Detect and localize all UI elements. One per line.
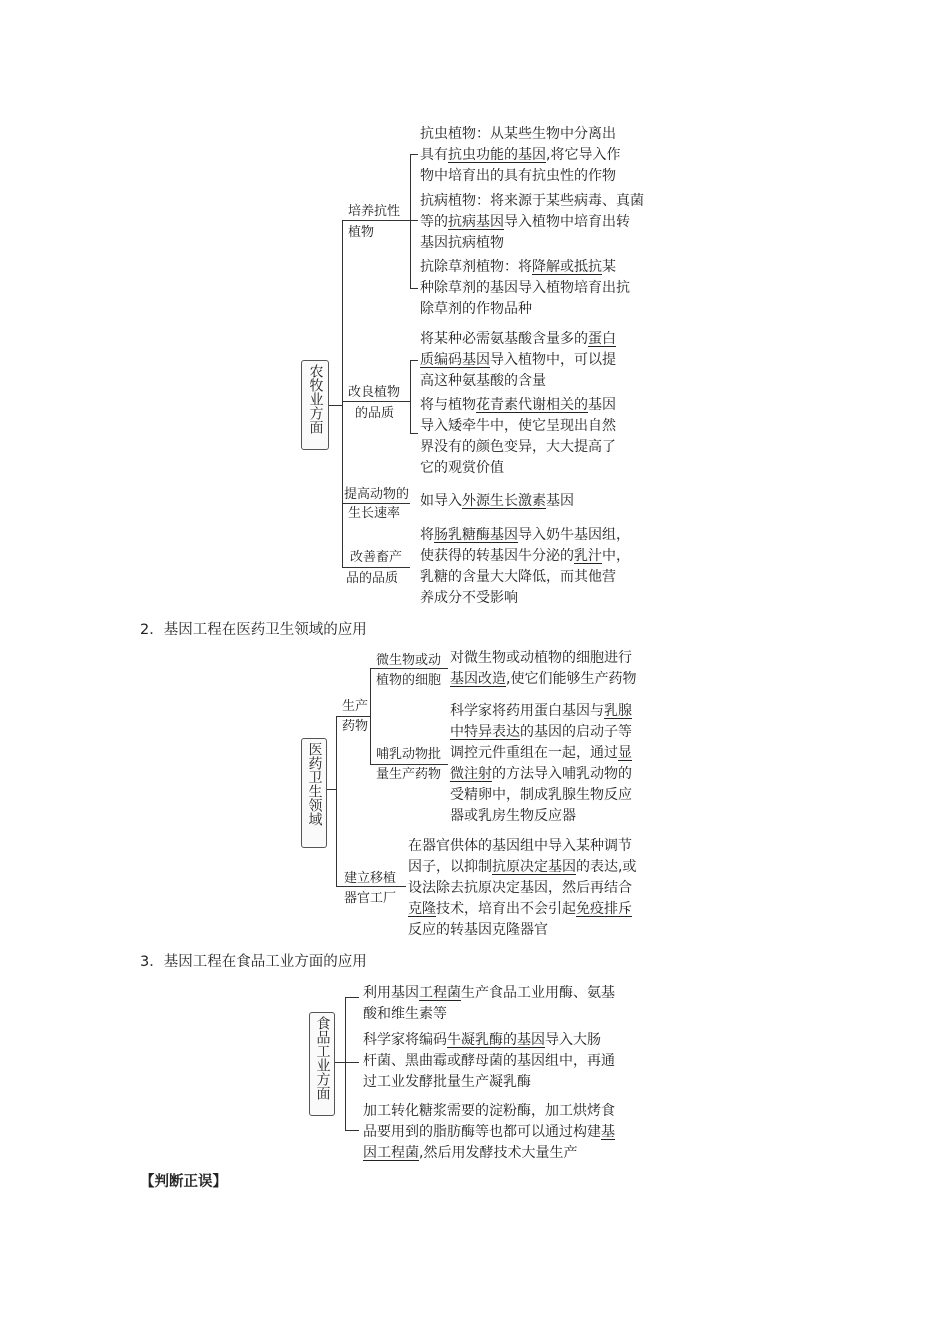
section-heading-3: 3．基因工程在食品工业方面的应用 [140,954,367,970]
underlined-term: 基因改造 [450,671,506,687]
text: 基因 [546,493,574,509]
agri-b2-tick-1 [410,360,418,361]
agri-b3-line-1 [420,491,574,512]
med-m3-label-1: 建立移植 [344,871,397,886]
underlined-term: 乳汁 [574,548,602,564]
food-f2-line-3: 过工业发酵批量生产凝乳酶 [363,1074,531,1090]
agri-root-box [301,360,329,450]
food-f3-line-1: 加工转化糖浆需要的淀粉酶，加工烘烤食 [363,1103,615,1119]
text: 利用基因 [363,985,419,1001]
med-m2-label-1: 哺乳动物批 [376,747,442,762]
med-m2-line-6: 器或乳房生物反应器 [450,808,576,824]
text: 抗虫植物：从某些生物中分离出 [420,126,616,142]
text: 导入大肠 [545,1032,601,1048]
underlined-term: 微注射 [450,766,492,782]
underlined-term: 蛋白 [588,331,616,347]
text: 具有 [420,147,448,163]
agri-b2-tick-2 [410,433,418,434]
text: ,使它们能够生产药物 [506,671,637,687]
food-tick-2 [345,1062,359,1063]
agri-b1-bracket [410,154,411,288]
med-m1-label-1: 微生物或动 [376,653,442,668]
text: 如导入 [420,493,462,509]
agri-b4-line-3: 乳糖的含量大大降低，而其他营 [420,569,616,585]
med-m3-line-1: 在器官供体的基因组中导入某种调节 [408,838,632,854]
med-root-box [301,738,327,848]
text: 科学家将编码 [363,1032,447,1048]
med-m2-line-2 [450,722,632,743]
food-f2-line-2: 杆菌、黑曲霉或酵母菌的基因组中，再通 [363,1053,615,1069]
med-prod-label-1: 生产 [342,699,369,714]
agri-b1-line-3: 物中培育出的具有抗虫性的作物 [420,168,616,184]
text: 因子，以抑制 [408,859,492,875]
med-m1-line-2 [450,669,636,690]
agri-b2-line-2 [420,350,616,371]
text: 使获得的转基因牛分泌的 [420,548,574,564]
food-tick-3 [345,1130,359,1131]
agri-b4-line-1 [420,525,630,546]
agri-b1-line-8: 种除草剂的基因导入植物培育出抗 [420,280,630,296]
text: 的基因的启动子等 [520,724,632,740]
underlined-term: 基 [601,1124,615,1140]
med-m3-line-2 [408,857,636,878]
underlined-term: 因工程菌 [363,1145,419,1161]
underlined-term: 显 [618,745,632,761]
text: 的方法导入哺乳动物的 [492,766,632,782]
underlined-term: 花青素代谢相关的 [476,397,588,413]
agri-b2-bracket [410,360,411,433]
text: ,然后用发酵技术大量生产 [419,1145,578,1161]
text: 等的 [420,214,448,230]
med-m2-line-5: 受精卵中，制成乳腺生物反应 [450,787,632,803]
agri-b1-line-1 [420,124,616,145]
med-m3-line-5: 反应的转基因克隆器官 [408,922,548,938]
food-connector [335,1062,345,1063]
text: 调控元件重组在一起，通过 [450,745,618,761]
med-m3-line-4 [408,899,632,920]
med-connector [327,789,336,790]
agri-b2-line-5: 导入矮牵牛中，使它呈现出自然 [420,418,616,434]
med-m1-label-2: 植物的细胞 [376,673,442,688]
food-bracket [345,997,346,1130]
underlined-term: 抗原决定基因 [492,859,576,875]
agri-b2-line-7: 它的观赏价值 [420,460,504,476]
agri-b1-label-1: 培养抗性 [348,204,401,219]
text: 生产食品工业用酶、氨基 [461,985,615,1001]
underlined-term: 外源生长激素 [462,493,546,509]
agri-b2-line-1 [420,329,616,350]
agri-b1-line-7 [420,257,616,278]
food-f3-line-2 [363,1122,615,1143]
food-f1-line-1 [363,983,615,1004]
agri-b2-line-3: 高这种氨基酸的含量 [420,373,546,389]
med-prod-bracket [370,668,371,764]
food-root-label: 食品工业方面 [314,1016,331,1100]
agri-b1-line-5 [420,212,630,233]
text: 科学家将药用蛋白基因与 [450,703,604,719]
agri-b4-label-2: 品的品质 [346,571,399,586]
med-m1-line-1: 对微生物或动植物的细胞进行 [450,650,632,666]
text: 的表达,或 [576,859,637,875]
agri-b3-label-1: 提高动物的 [344,487,410,502]
agri-b2-line-4 [420,395,616,416]
text: 基因 [588,397,616,413]
text: 将与植物 [420,397,476,413]
agri-connector [329,405,342,406]
med-prod-label-2: 药物 [342,719,369,734]
agri-b4-line-4: 养成分不受影响 [420,590,518,606]
agri-b1-line-2 [420,145,620,166]
text: 抗除草剂植物：将 [420,259,532,275]
agri-root-label: 农牧业方面 [307,364,324,434]
judge-heading: 【判断正误】 [140,1174,227,1190]
text: 将某种必需氨基酸含量多的 [420,331,588,347]
text: ,将它导入作 [546,147,621,163]
med-m2-line-4 [450,764,632,785]
med-m2-label-2: 量生产药物 [376,767,442,782]
underlined-term: 抗虫功能的基因 [448,147,546,163]
agri-b1-tick-3 [410,288,418,289]
food-f2-line-1 [363,1030,601,1051]
med-m2-line-1 [450,701,632,722]
agri-b1-line-4: 抗病植物：将来源于某些病毒、真菌 [420,193,644,209]
med-m3-line-3: 设法除去抗原决定基因，然后再结合 [408,880,632,896]
text: 技术，培育出不会引起 [436,901,576,917]
agri-b1-tick-2 [410,220,418,221]
med-m3-label-2: 器官工厂 [344,891,397,906]
text: 将 [420,527,434,543]
text: 导入植物中，可以提 [490,352,616,368]
agri-b1-label-2: 植物 [348,225,375,240]
med-root-label: 医药卫生领域 [306,742,323,826]
underlined-term: 牛凝乳酶的基因 [447,1032,545,1048]
food-tick-1 [345,997,359,998]
agri-b4-label-1: 改善畜产 [350,550,403,565]
med-trunk [336,716,337,886]
section-heading-2: 2．基因工程在医药卫生领域的应用 [140,622,367,638]
agri-b1-line-9: 除草剂的作物品种 [420,301,532,317]
underlined-term: 降解或抵抗 [532,259,602,275]
text: 导入植物中培育出转 [504,214,630,230]
agri-b1-line-6: 基因抗病植物 [420,235,504,251]
text: 某 [602,259,616,275]
agri-b2-label-2: 的品质 [355,406,395,421]
underlined-term: 工程菌 [419,985,461,1001]
underlined-term: 克隆 [408,901,436,917]
agri-trunk [342,220,343,568]
agri-b2-line-6: 界没有的颜色变异，大大提高了 [420,439,616,455]
agri-b4-line-2 [420,546,630,567]
underlined-term: 肠乳糖酶基因 [434,527,518,543]
text: 品要用到的脂肪酶等也都可以通过构建 [363,1124,601,1140]
underlined-term: 免疫排斥 [576,901,632,917]
text: 导入奶牛基因组， [518,527,630,543]
agri-b3-label-2: 生长速率 [348,506,401,521]
underlined-term: 乳腺 [604,703,632,719]
med-m2-line-3 [450,743,632,764]
agri-b1-tick-1 [410,154,418,155]
food-f3-line-3 [363,1143,577,1164]
underlined-term: 中特异表达 [450,724,520,740]
food-f1-line-2: 酸和维生素等 [363,1006,447,1022]
food-root-box [309,1012,335,1116]
text: 中， [602,548,630,564]
agri-b2-label-1: 改良植物 [348,385,401,400]
underlined-term: 抗病基因 [448,214,504,230]
underlined-term: 质编码基因 [420,352,490,368]
